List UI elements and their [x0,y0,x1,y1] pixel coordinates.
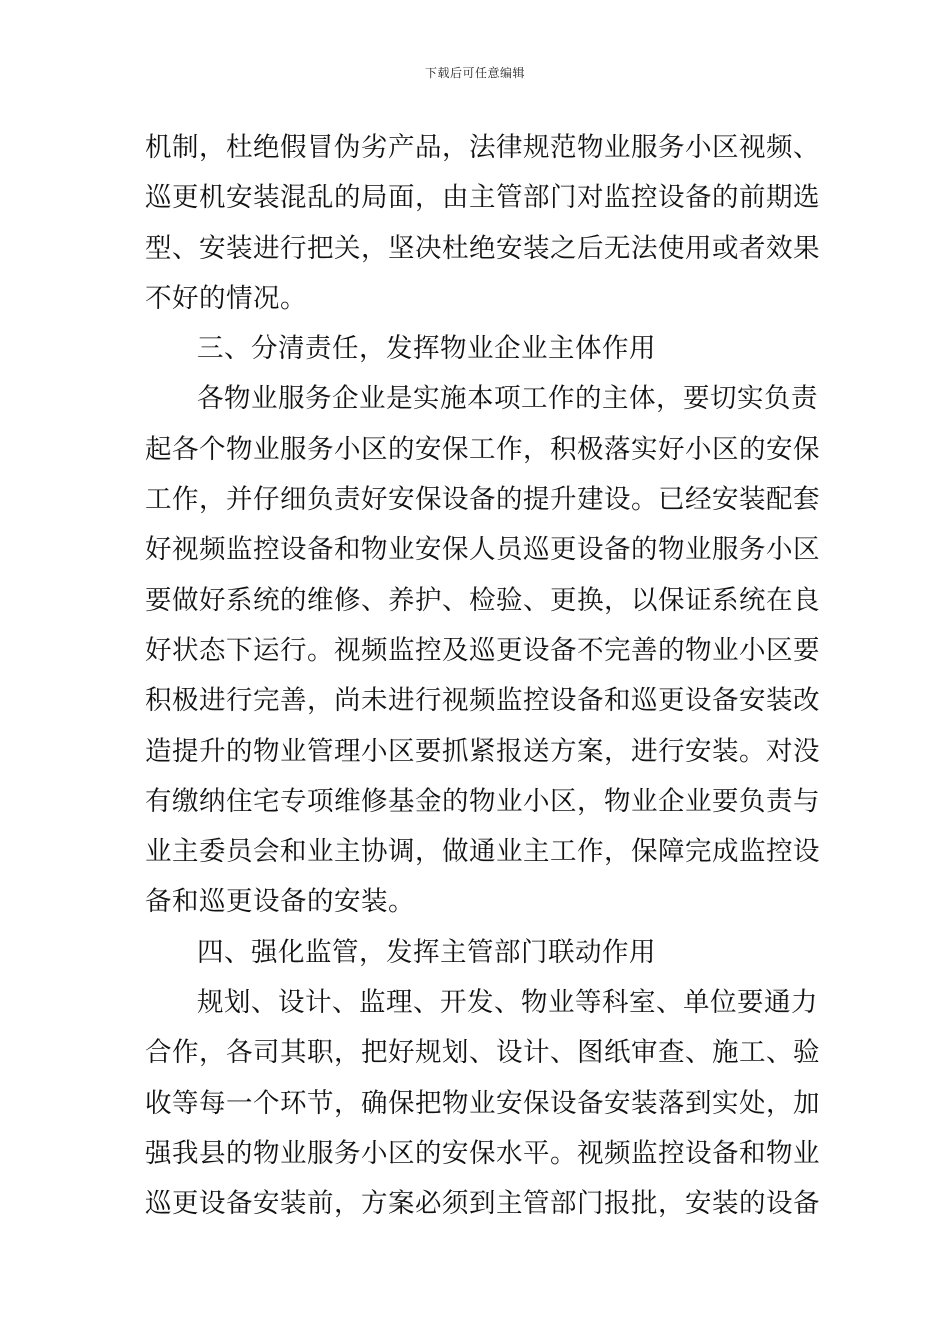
text-line: 备和巡更设备的安装。 [145,886,415,918]
text-line: 业主委员会和业主协调，做通业主工作，保障完成监控设 [145,836,820,868]
page-header: 下载后可任意编辑 [424,66,525,80]
text-line: 好视频监控设备和物业安保人员巡更设备的物业服务小区 [145,534,820,566]
text-line: 工作，并仔细负责好安保设备的提升建设。已经安装配套 [145,484,820,516]
section-heading: 三、分清责任，发挥物业企业主体作用 [197,333,656,365]
text-line: 巡更设备安装前，方案必须到主管部门报批，安装的设备 [145,1188,820,1220]
text-line: 型、安装进行把关，坚决杜绝安装之后无法使用或者效果 [145,232,820,264]
text-line: 起各个物业服务小区的安保工作，积极落实好小区的安保 [145,433,820,465]
text-line: 要做好系统的维修、养护、检验、更换，以保证系统在良 [145,584,820,616]
text-line: 造提升的物业管理小区要抓紧报送方案，进行安装。对没 [145,735,820,767]
text-line: 好状态下运行。视频监控及巡更设备不完善的物业小区要 [145,634,820,666]
text-line: 各物业服务企业是实施本项工作的主体，要切实负责 [197,383,818,415]
text-line: 巡更机安装混乱的局面，由主管部门对监控设备的前期选 [145,182,820,214]
text-line: 合作，各司其职，把好规划、设计、图纸审查、施工、验 [145,1037,820,1069]
body-text [145,128,820,1235]
text-line: 收等每一个环节，确保把物业安保设备安装落到实处，加 [145,1087,820,1119]
text-line: 规划、设计、监理、开发、物业等科室、单位要通力 [197,987,818,1019]
section-heading: 四、强化监管，发挥主管部门联动作用 [197,936,656,968]
text-line: 强我县的物业服务小区的安保水平。视频监控设备和物业 [145,1137,820,1169]
text-line: 机制，杜绝假冒伪劣产品，法律规范物业服务小区视频、 [145,132,820,163]
text-line: 不好的情况。 [145,282,307,314]
text-line: 积极进行完善，尚未进行视频监控设备和巡更设备安装改 [145,685,820,717]
text-line: 有缴纳住宅专项维修基金的物业小区，物业企业要负责与 [145,785,820,817]
